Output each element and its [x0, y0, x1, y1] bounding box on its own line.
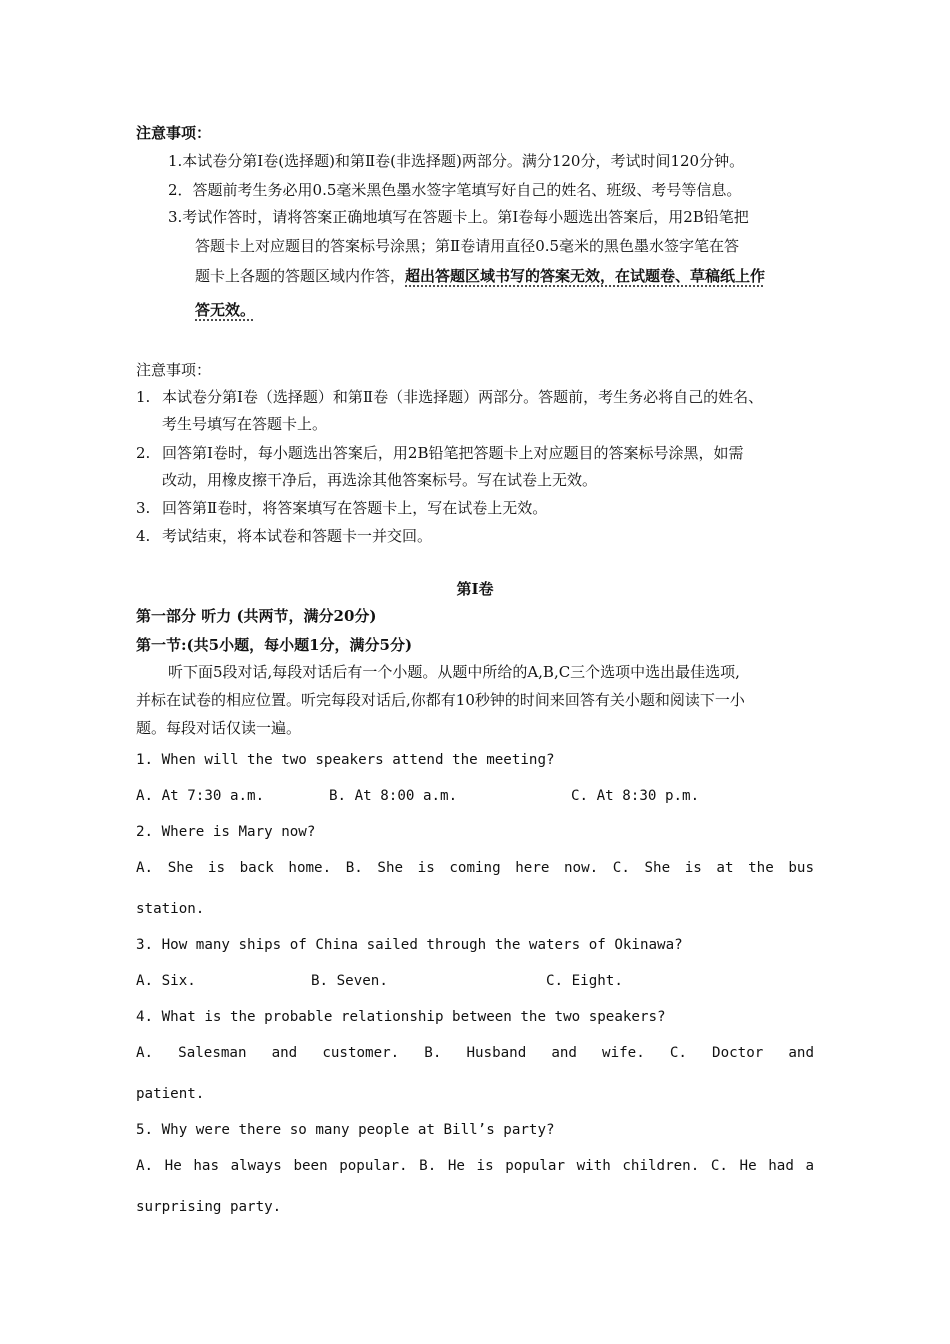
notice1-item-3-line1: 3.考试作答时，请将答案正确地填写在答题卡上。第Ⅰ卷每小题选出答案后，用2B铅笔把 — [168, 208, 749, 226]
instructions-line1: 听下面5段对话,每段对话后有一个小题。从题中所给的A,B,C三个选项中选出最佳选项, — [168, 663, 740, 681]
notice1-item-3-line3-plain: 题卡上各题的答题区域内作答， — [195, 267, 406, 285]
notice1-item-3-line4 — [195, 300, 255, 320]
notice2-item-2-line1: 回答第Ⅰ卷时，每小题选出答案后，用2B铅笔把答题卡上对应题目的答案标号涂黑，如需 — [162, 444, 744, 462]
question-3-option-c: C. Eight. — [546, 973, 623, 989]
volume-title: 第Ⅰ卷 — [456, 580, 494, 598]
question-5-stem: 5. Why were there so many people at Bill’s party? — [136, 1122, 555, 1138]
subsection-title: 第一节:(共5小题，每小题1分，满分5分) — [136, 636, 413, 654]
question-1-option-a: A. At 7:30 a.m. — [136, 788, 265, 804]
notice2-item-2-number: 2. — [136, 444, 151, 462]
question-4-stem: 4. What is the probable relationship between the two speakers? — [136, 1009, 666, 1025]
notice1-item-1: 1.本试卷分第Ⅰ卷(选择题)和第Ⅱ卷(非选择题)两部分。满分120分，考试时间120分钟。 — [168, 152, 745, 170]
question-1-option-c: C. At 8:30 p.m. — [571, 788, 700, 804]
notice2-item-1-line1: 本试卷分第Ⅰ卷（选择题）和第Ⅱ卷（非选择题）两部分。答题前，考生务必将自己的姓名、 — [162, 388, 764, 406]
notice2-item-1-line2: 考生号填写在答题卡上。 — [162, 415, 328, 433]
question-1-stem: 1. When will the two speakers attend the meeting? — [136, 752, 555, 768]
notice2-item-2-line2: 改动，用橡皮擦干净后，再选涂其他答案标号。写在试卷上无效。 — [162, 471, 598, 489]
notice1-item-3-line3-emphasis: 超出答题区域书写的答案无效，在试题卷、草稿纸上作 — [405, 267, 766, 285]
question-3-option-b: B. Seven. — [311, 973, 388, 989]
notice2-item-4-line1: 考试结束，将本试卷和答题卡一并交回。 — [162, 527, 433, 545]
question-2-stem: 2. Where is Mary now? — [136, 824, 316, 840]
question-4-options-line1: A. Salesman and customer. B. Husband and wife. C. Doctor and — [136, 1045, 814, 1061]
notice2-item-3-line1: 回答第Ⅱ卷时，将答案填写在答题卡上，写在试卷上无效。 — [162, 499, 548, 517]
question-2-options-line2: station. — [136, 901, 205, 917]
instructions-line3: 题。每段对话仅读一遍。 — [136, 719, 302, 737]
question-2-options-line1: A. She is back home. B. She is coming here now. C. She is at the bus — [136, 860, 814, 876]
notice2-item-3-number: 3. — [136, 499, 151, 517]
notice1-item-2: 2．答题前考生务必用0.5毫米黑色墨水签字笔填写好自己的姓名、班级、考号等信息。 — [168, 181, 742, 199]
notice1-item-3-line3 — [195, 266, 765, 286]
question-5-options-line2: surprising party. — [136, 1199, 282, 1215]
part-title: 第一部分 听力 (共两节，满分20分) — [136, 607, 377, 625]
notice2-title: 注意事项： — [136, 361, 212, 379]
question-3-option-a: A. Six. — [136, 973, 196, 989]
question-1-option-b: B. At 8:00 a.m. — [329, 788, 458, 804]
notice2-item-1-number: 1. — [136, 388, 151, 406]
notice2-item-4-number: 4. — [136, 527, 151, 545]
notice1-title: 注意事项： — [136, 124, 212, 142]
notice1-item-3-line4-emphasis: 答无效。 — [195, 301, 256, 319]
instructions-line2: 并标在试卷的相应位置。听完每段对话后,你都有10秒钟的时间来回答有关小题和阅读下一小 — [136, 691, 745, 709]
question-5-options-line1: A. He has always been popular. B. He is popular with children. C. He had a — [136, 1158, 814, 1174]
notice1-item-3-line2: 答题卡上对应题目的答案标号涂黑；第Ⅱ卷请用直径0.5毫米的黑色墨水签字笔在答 — [195, 237, 740, 255]
question-4-options-line2: patient. — [136, 1086, 205, 1102]
question-3-stem: 3. How many ships of China sailed through the waters of Okinawa? — [136, 937, 683, 953]
